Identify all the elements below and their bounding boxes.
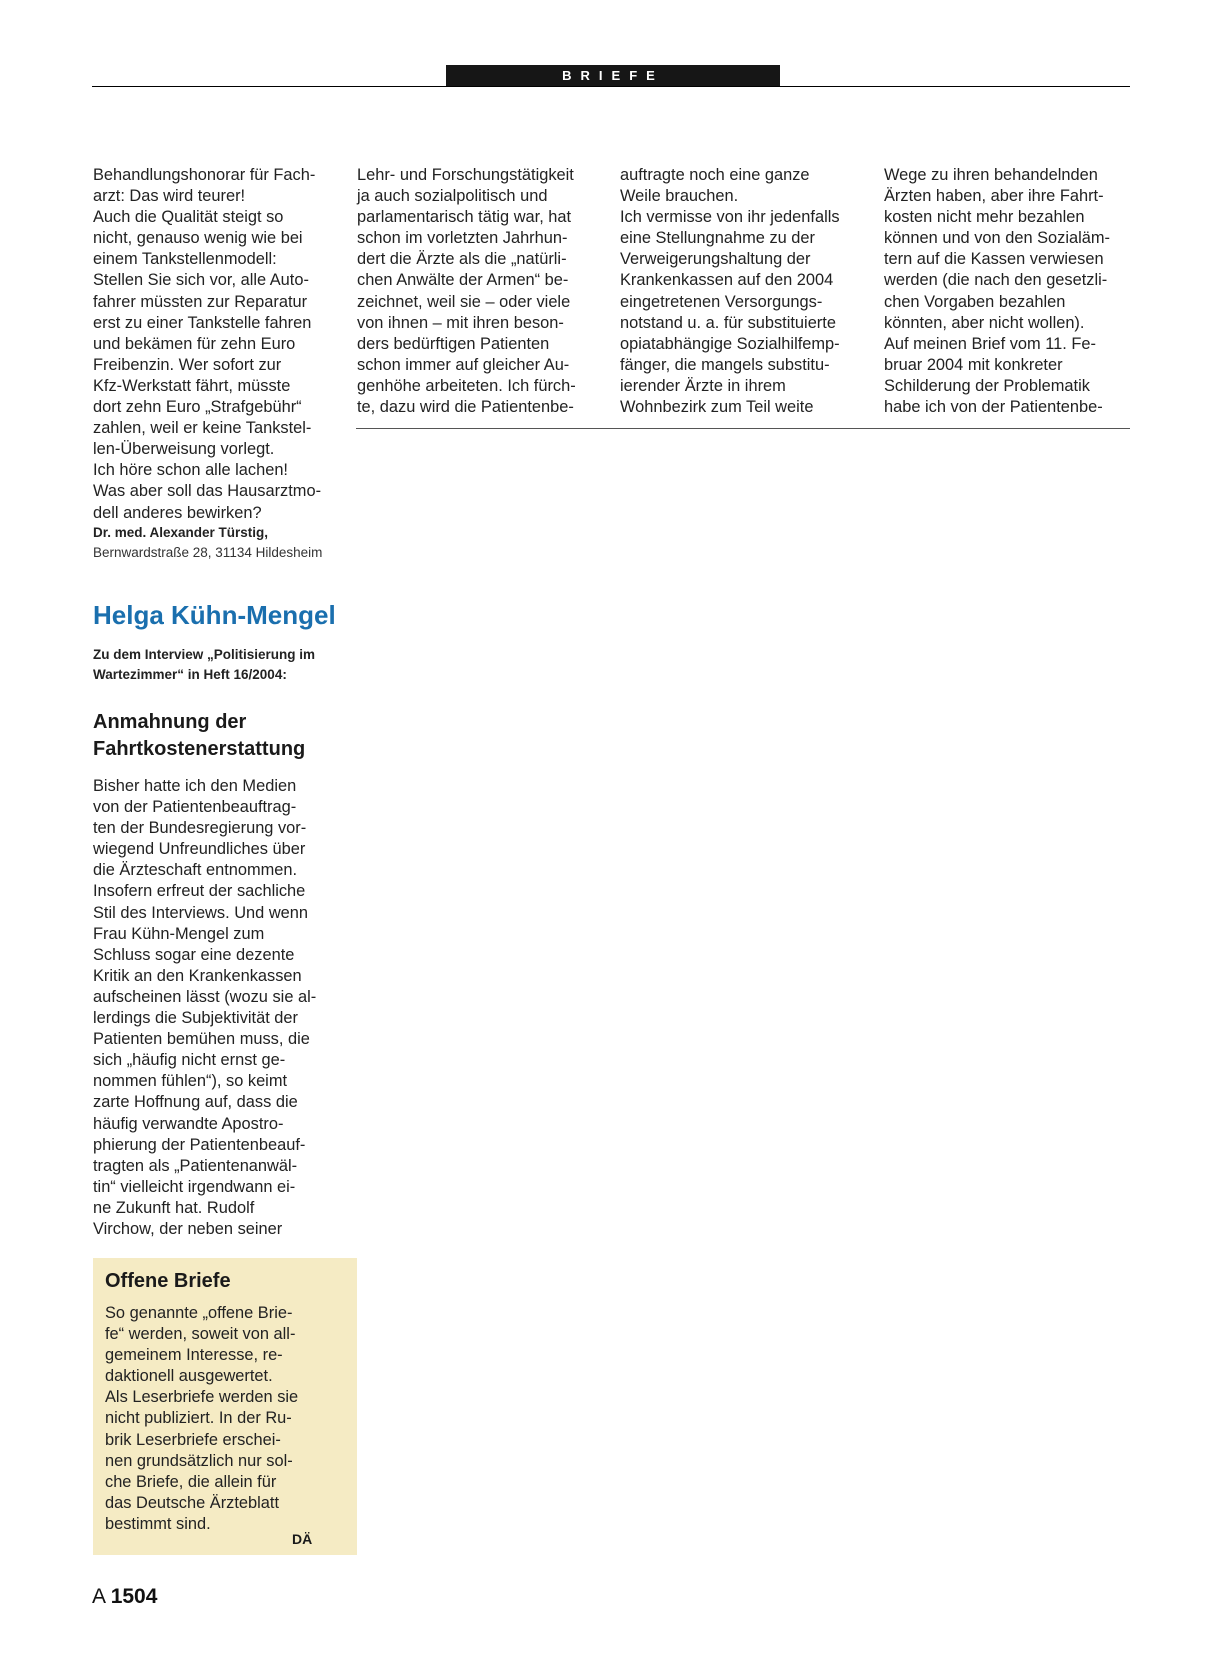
column-1-text-line: nicht, genauso wenig wie bei <box>93 229 303 248</box>
section-header: BRIEFE <box>446 65 780 86</box>
info-box-lines-line: brik Leserbriefe erschei- <box>105 1430 281 1449</box>
column-4-line: Auf meinen Brief vom 11. Fe- <box>884 334 1096 353</box>
letter-intro-line: Zu dem Interview „Politisierung im <box>93 647 316 662</box>
column-2-line: zeichnet, weil sie – oder viele <box>357 292 571 311</box>
column-2-line: dert die Ärzte als die „natürli- <box>357 250 567 269</box>
letter-headline <box>93 709 353 763</box>
letter-body-line: Frau Kühn-Mengel zum <box>93 924 265 943</box>
column-1 <box>93 165 348 564</box>
letter-body-line: Insofern erfreut der sachliche <box>93 882 306 901</box>
letter-body-line: zarte Hoffnung auf, dass die <box>93 1093 298 1112</box>
column-4-line: Ärzten haben, aber ihre Fahrt- <box>884 187 1104 206</box>
info-box-lines-line: Als Leserbriefe werden sie <box>105 1388 299 1407</box>
column-3-line: Weile brauchen. <box>620 187 739 206</box>
column-4 <box>884 165 1139 418</box>
letter-body-line: Bisher hatte ich den Medien <box>93 777 297 795</box>
letter-body-line: sich „häufig nicht ernst ge- <box>93 1051 286 1070</box>
column-4-line: werden (die nach den gesetzli- <box>884 271 1108 290</box>
column-3-line: eine Stellungnahme zu der <box>620 229 815 248</box>
column-3-line: ierender Ärzte in ihrem <box>620 376 786 395</box>
column-1-text-line: Was aber soll das Hausarztmo- <box>93 482 322 501</box>
column-3-line: Wohnbezirk zum Teil weite <box>620 398 814 417</box>
column-4-line: Schilderung der Problematik <box>884 376 1090 395</box>
letter-body-line: lerdings die Subjektivität der <box>93 1009 298 1028</box>
section-title: Helga Kühn-Mengel <box>93 600 336 630</box>
info-box-lines-line: fe“ werden, soweit von all- <box>105 1325 296 1344</box>
column-2-line: te, dazu wird die Patientenbe- <box>357 398 574 417</box>
header-rule <box>92 86 1130 87</box>
column-2-line: ja auch sozialpolitisch und <box>357 187 548 206</box>
column-3-line: Verweigerungshaltung der <box>620 250 811 269</box>
column-4-line: bruar 2004 mit konkreter <box>884 355 1063 374</box>
letter-body-line: tin“ vielleicht irgendwann ei- <box>93 1177 296 1196</box>
letter-body-line: Stil des Interviews. Und wenn <box>93 903 308 922</box>
letter-body-line: Patienten bemühen muss, die <box>93 1030 310 1049</box>
column-4-line: habe ich von der Patientenbe- <box>884 398 1103 417</box>
column-1-text-line: Kfz-Werkstatt fährt, müsste <box>93 376 291 395</box>
signature-address: Bernwardstraße 28, 31134 Hildesheim <box>93 544 323 560</box>
column-1-text-line: erst zu einer Tankstelle fahren <box>93 313 312 332</box>
column-3-line: eingetretenen Versorgungs- <box>620 292 823 311</box>
column-1-text-line: dort zehn Euro „Strafgebühr“ <box>93 398 302 417</box>
column-2-line: genhöhe arbeiteten. Ich fürch- <box>357 376 576 395</box>
info-box-lines <box>105 1303 345 1535</box>
info-box-lines-line: bestimmt sind. <box>105 1514 211 1533</box>
letter-body-line: nommen fühlen“), so keimt <box>93 1072 288 1091</box>
column-3-line: Krankenkassen auf den 2004 <box>620 271 834 290</box>
column-4-line: tern auf die Kassen verwiesen <box>884 250 1104 269</box>
info-box-lines-line: gemeinem Interesse, re- <box>105 1346 283 1365</box>
column-divider-rule <box>356 428 1130 429</box>
column-1-text-line: Stellen Sie sich vor, alle Auto- <box>93 271 309 290</box>
column-1-text-line: Auch die Qualität steigt so <box>93 208 284 227</box>
column-1-text-line: und bekämen für zehn Euro <box>93 334 296 353</box>
column-2-line: ders bedürftigen Patienten <box>357 334 550 353</box>
letter-headline-line: Anmahnung der <box>93 711 247 733</box>
column-2 <box>357 165 612 418</box>
column-3-line: notstand u. a. für substituierte <box>620 313 836 332</box>
letter-body-line: ten der Bundesregierung vor- <box>93 819 307 838</box>
letter-body <box>93 776 348 1240</box>
column-3-line: fänger, die mangels substitu- <box>620 355 830 374</box>
column-4-line: chen Vorgaben bezahlen <box>884 292 1066 311</box>
info-box-lines-line: nen grundsätzlich nur sol- <box>105 1451 293 1470</box>
letter-body-line: wiegend Unfreundliches über <box>93 840 306 859</box>
letter-body-line: aufscheinen lässt (wozu sie al- <box>93 987 317 1006</box>
letter-body-line: häufig verwandte Apostro- <box>93 1114 284 1133</box>
column-1-text-line: fahrer müssten zur Reparatur <box>93 292 308 311</box>
column-1-text-line: Behandlungshonorar für Fach- <box>93 166 316 184</box>
signature-name: Dr. med. Alexander Türstig, <box>93 524 269 540</box>
column-1-text-line: dell anderes bewirken? <box>93 503 262 522</box>
letter-body-line: die Ärzteschaft entnommen. <box>93 861 298 880</box>
column-4-line: Wege zu ihren behandelnden <box>884 166 1098 184</box>
letter-headline-line: Fahrtkostenerstattung <box>93 738 306 760</box>
info-box <box>93 1258 357 1555</box>
letter-intro <box>93 645 353 685</box>
info-box-lines-line: nicht publiziert. In der Ru- <box>105 1409 292 1428</box>
column-3-line: auftragte noch eine ganze <box>620 166 810 184</box>
letter-body-line: phierung der Patientenbeauf- <box>93 1135 306 1154</box>
column-4-line: können und von den Sozialäm- <box>884 229 1110 248</box>
letter-intro-line: Wartezimmer“ in Heft 16/2004: <box>93 667 287 682</box>
column-4-line: kosten nicht mehr bezahlen <box>884 208 1085 227</box>
column-2-line: chen Anwälte der Armen“ be- <box>357 271 569 290</box>
column-1-text-line: Ich höre schon alle lachen! <box>93 461 288 480</box>
letter-body-line: Virchow, der neben seiner <box>93 1219 283 1238</box>
column-1-text-line: arzt: Das wird teurer! <box>93 187 246 206</box>
letter-body-line: Kritik an den Krankenkassen <box>93 966 302 985</box>
letter-body-line: Schluss sogar eine dezente <box>93 945 295 964</box>
info-box-lines-line: So genannte „offene Brie- <box>105 1304 293 1322</box>
column-2-line: schon im vorletzten Jahrhun- <box>357 229 568 248</box>
page-number <box>92 1585 157 1609</box>
info-box-lines-line: che Briefe, die allein für <box>105 1472 277 1491</box>
page-number-value: 1504 <box>110 1585 158 1608</box>
info-box-lines-line: daktionell ausgewertet. <box>105 1367 273 1386</box>
info-box-title: Offene Briefe <box>105 1270 231 1292</box>
column-1-text-line: zahlen, weil er keine Tankstel- <box>93 419 312 438</box>
info-box-lines-line: das Deutsche Ärzteblatt <box>105 1493 280 1512</box>
info-box-tag: DÄ <box>292 1531 313 1547</box>
column-1-text-line: einem Tankstellenmodell: <box>93 250 277 269</box>
column-2-line: von ihnen – mit ihren beson- <box>357 313 564 332</box>
page-prefix: A <box>92 1585 105 1608</box>
column-3 <box>620 165 875 418</box>
letter-body-line: ne Zukunft hat. Rudolf <box>93 1198 255 1217</box>
letter-body-line: tragten als „Patientenanwäl- <box>93 1156 298 1175</box>
letter-body-line: von der Patientenbeauftrag- <box>93 798 297 817</box>
column-3-line: opiatabhängige Sozialhilfemp- <box>620 334 840 353</box>
column-2-line: schon immer auf gleicher Au- <box>357 355 570 374</box>
column-2-line: Lehr- und Forschungstätigkeit <box>357 166 574 184</box>
column-3-line: Ich vermisse von ihr jedenfalls <box>620 208 840 227</box>
column-2-line: parlamentarisch tätig war, hat <box>357 208 572 227</box>
column-1-text-line: Freibenzin. Wer sofort zur <box>93 355 282 374</box>
column-1-text <box>93 165 348 524</box>
column-4-line: könnten, aber nicht wollen). <box>884 313 1085 332</box>
info-box-text <box>105 1303 345 1535</box>
column-1-text-line: len-Überweisung vorlegt. <box>93 440 275 459</box>
